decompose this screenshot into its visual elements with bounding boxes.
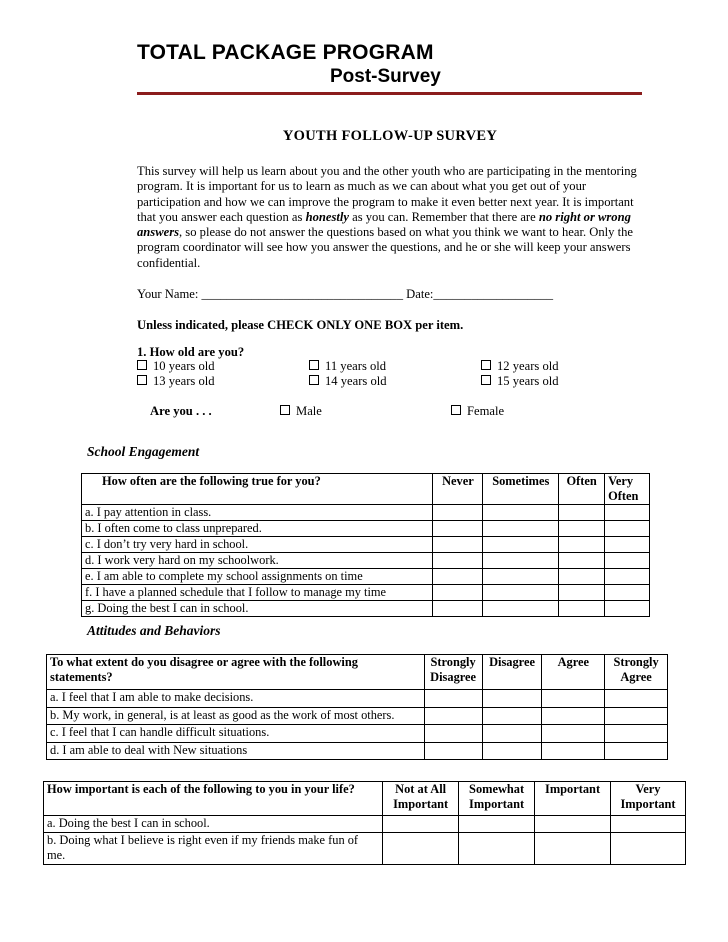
answer-cell[interactable] (559, 601, 605, 617)
checkbox-icon[interactable] (280, 405, 290, 415)
answer-cell[interactable] (483, 505, 559, 521)
program-title: TOTAL PACKAGE PROGRAM (137, 41, 434, 64)
section-attitudes-behaviors: Attitudes and Behaviors (87, 623, 221, 638)
column-header: Not at All Important (383, 782, 459, 816)
table-row (82, 505, 650, 521)
checkbox-icon[interactable] (309, 375, 319, 385)
q1-option[interactable]: 14 years old (309, 374, 387, 389)
intro-text-2: as you can. Remember that there are (348, 209, 539, 224)
column-header: Sometimes (483, 474, 559, 505)
importance-table (43, 781, 686, 865)
item-label: c. I feel that I can handle difficult situations. (47, 725, 425, 743)
answer-cell[interactable] (483, 553, 559, 569)
q1-option[interactable]: 12 years old (481, 359, 559, 374)
column-header: Important (535, 782, 611, 816)
item-label: e. I am able to complete my school assignments on time (82, 569, 433, 585)
table-question: How often are the following true for you? (82, 474, 433, 505)
answer-cell[interactable] (605, 537, 650, 553)
answer-cell[interactable] (605, 521, 650, 537)
answer-cell[interactable] (433, 505, 483, 521)
answer-cell[interactable] (611, 833, 686, 865)
answer-cell[interactable] (605, 569, 650, 585)
answer-cell[interactable] (482, 742, 542, 760)
answer-cell[interactable] (383, 833, 459, 865)
answer-cell[interactable] (433, 537, 483, 553)
answer-cell[interactable] (424, 707, 482, 725)
item-label: d. I work very hard on my schoolwork. (82, 553, 433, 569)
table-row (82, 537, 650, 553)
table-row (44, 833, 686, 865)
intro-text-1: This survey will help us learn about you and the other youth who are participating in the mentoring program. It is important for us to learn as much as we can about what you get out of your participation and how we can improve the program to make it even better next year. It is important that you answer each question as (137, 164, 637, 224)
table-row (82, 553, 650, 569)
answer-cell[interactable] (424, 742, 482, 760)
answer-cell[interactable] (605, 742, 668, 760)
answer-cell[interactable] (535, 833, 611, 865)
answer-cell[interactable] (433, 601, 483, 617)
header-rule (137, 92, 642, 95)
item-label: a. I feel that I am able to make decisions. (47, 690, 425, 708)
table-row (47, 690, 668, 708)
survey-title: YOUTH FOLLOW-UP SURVEY (282, 128, 498, 144)
answer-cell[interactable] (611, 816, 686, 833)
table-row (82, 521, 650, 537)
answer-cell[interactable] (483, 569, 559, 585)
program-subtitle: Post-Survey (330, 66, 441, 87)
checkbox-icon[interactable] (481, 375, 491, 385)
q1-option[interactable]: 15 years old (481, 374, 559, 389)
answer-cell[interactable] (559, 553, 605, 569)
column-header: Somewhat Important (459, 782, 535, 816)
checkbox-icon[interactable] (309, 360, 319, 370)
item-label: b. Doing what I believe is right even if my friends make fun of me. (44, 833, 383, 865)
answer-cell[interactable] (424, 725, 482, 743)
column-header: Often (559, 474, 605, 505)
answer-cell[interactable] (542, 742, 605, 760)
answer-cell[interactable] (542, 690, 605, 708)
answer-cell[interactable] (424, 690, 482, 708)
column-header: Strongly Disagree (424, 655, 482, 690)
answer-cell[interactable] (542, 707, 605, 725)
gender-option-female[interactable]: Female (451, 404, 504, 419)
answer-cell[interactable] (433, 569, 483, 585)
gender-label: Are you . . . (150, 404, 212, 418)
q1-option[interactable]: 13 years old (137, 374, 215, 389)
answer-cell[interactable] (542, 725, 605, 743)
answer-cell[interactable] (482, 725, 542, 743)
answer-cell[interactable] (605, 725, 668, 743)
column-header: Agree (542, 655, 605, 690)
section-school-engagement: School Engagement (87, 444, 200, 459)
name-date-line[interactable]: Your Name: ________________________________ Date:___________________ (137, 287, 554, 301)
answer-cell[interactable] (559, 505, 605, 521)
column-header: Disagree (482, 655, 542, 690)
checkbox-icon[interactable] (451, 405, 461, 415)
answer-cell[interactable] (433, 521, 483, 537)
table-row (44, 816, 686, 833)
instruction: Unless indicated, please CHECK ONLY ONE BOX per item. (137, 318, 464, 332)
item-label: a. Doing the best I can in school. (44, 816, 383, 833)
intro-text-3: , so please do not answer the questions based on what you think we want to hear. Only the program coordinator will see how you answer the questions, and he or she will keep your answers confidential. (137, 225, 633, 270)
checkbox-icon[interactable] (137, 360, 147, 370)
table-row (82, 585, 650, 601)
school-engagement-table (81, 473, 650, 617)
table-row (82, 569, 650, 585)
answer-cell[interactable] (605, 690, 668, 708)
gender-option-male[interactable]: Male (280, 404, 322, 419)
answer-cell[interactable] (483, 585, 559, 601)
table-question: To what extent do you disagree or agree with the following statements? (47, 655, 425, 690)
item-label: c. I don’t try very hard in school. (82, 537, 433, 553)
answer-cell[interactable] (459, 816, 535, 833)
q1-option[interactable]: 10 years old (137, 359, 215, 374)
column-header: Very Important (611, 782, 686, 816)
intro-paragraph (137, 164, 637, 271)
table-row (47, 725, 668, 743)
answer-cell[interactable] (433, 553, 483, 569)
checkbox-icon[interactable] (137, 375, 147, 385)
intro-honestly: honestly (305, 209, 349, 224)
answer-cell[interactable] (605, 601, 650, 617)
answer-cell[interactable] (383, 816, 459, 833)
item-label: b. My work, in general, is at least as good as the work of most others. (47, 707, 425, 725)
answer-cell[interactable] (605, 553, 650, 569)
answer-cell[interactable] (483, 537, 559, 553)
table-row (47, 742, 668, 760)
answer-cell[interactable] (483, 521, 559, 537)
answer-cell[interactable] (605, 505, 650, 521)
item-label: b. I often come to class unprepared. (82, 521, 433, 537)
column-header: Never (433, 474, 483, 505)
q1-option[interactable]: 11 years old (309, 359, 386, 374)
item-label: d. I am able to deal with New situations (47, 742, 425, 760)
item-label: f. I have a planned schedule that I follow to manage my time (82, 585, 433, 601)
attitudes-table (46, 654, 668, 760)
answer-cell[interactable] (535, 816, 611, 833)
answer-cell[interactable] (483, 601, 559, 617)
answer-cell[interactable] (605, 707, 668, 725)
answer-cell[interactable] (433, 585, 483, 601)
column-header: Very Often (605, 474, 650, 505)
answer-cell[interactable] (559, 537, 605, 553)
item-label: a. I pay attention in class. (82, 505, 433, 521)
answer-cell[interactable] (559, 569, 605, 585)
intro-no-wrong: no right or wrong answers (137, 209, 631, 240)
answer-cell[interactable] (559, 521, 605, 537)
answer-cell[interactable] (559, 585, 605, 601)
table-row (47, 707, 668, 725)
answer-cell[interactable] (605, 585, 650, 601)
answer-cell[interactable] (459, 833, 535, 865)
item-label: g. Doing the best I can in school. (82, 601, 433, 617)
answer-cell[interactable] (482, 690, 542, 708)
table-row (82, 601, 650, 617)
checkbox-icon[interactable] (481, 360, 491, 370)
answer-cell[interactable] (482, 707, 542, 725)
q1-label: 1. How old are you? (137, 345, 245, 359)
table-question: How important is each of the following to you in your life? (44, 782, 383, 816)
column-header: Strongly Agree (605, 655, 668, 690)
